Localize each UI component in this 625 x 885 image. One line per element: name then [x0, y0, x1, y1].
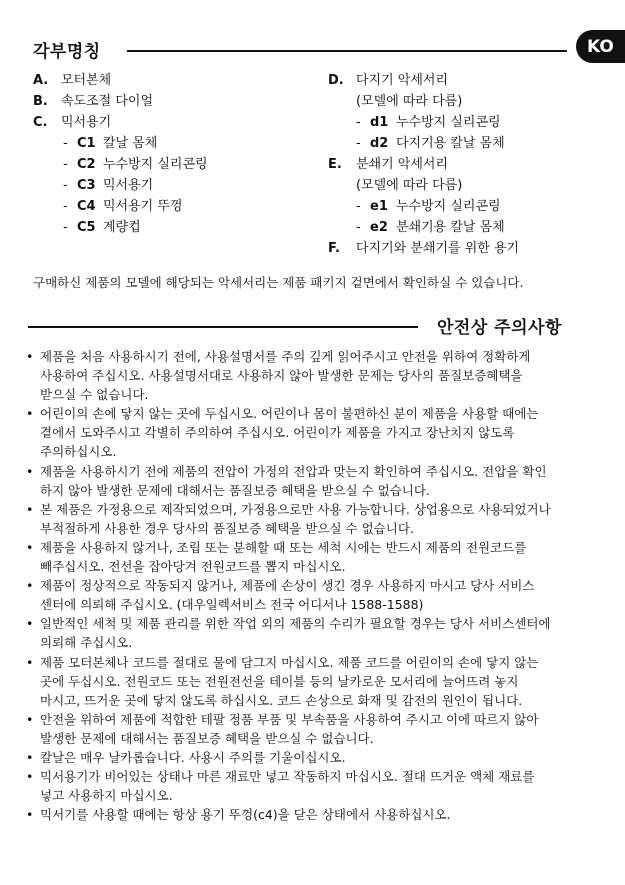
section-divider	[127, 50, 567, 52]
subpart-item: - C1 칼날 몸체	[63, 133, 157, 154]
part-item	[33, 112, 111, 133]
list-item: • 칼날은 매우 날카롭습니다. 사용시 주의를 기울이십시오.	[26, 748, 586, 767]
part-item	[328, 70, 448, 91]
subpart-item: - e2 분쇄기용 칼날 몸체	[356, 217, 505, 238]
part-label: 모터본체	[61, 73, 112, 88]
part-key: E.	[328, 157, 342, 172]
subpart-key: d2	[370, 136, 389, 151]
subpart-key: e1	[370, 199, 388, 214]
part-note: (모델에 따라 다름)	[356, 178, 463, 193]
list-item: • 제품을 사용하지 않거나, 조립 또는 분해할 때 또는 세척 시에는 반드시 제품의 전원코드를 빼주십시오. 전선을 잡아당겨 전원코드를 뽑지 마십시오.	[26, 538, 586, 576]
subpart-key: d1	[370, 115, 389, 130]
subpart-item: - C4 믹서용기 뚜껑	[63, 196, 182, 217]
subpart-key: e2	[370, 220, 388, 235]
list-item: • 믹서기를 사용할 때에는 항상 용기 뚜껑(c4)을 닫은 상태에서 사용하십시오.	[26, 805, 586, 824]
part-item	[328, 238, 519, 259]
list-item: • 제품이 정상적으로 작동되지 않거나, 제품에 손상이 생긴 경우 사용하지 마시고 당사 서비스 센터에 의뢰해 주십시오. (대우일렉서비스 전국 어디서나 1588-1588)	[26, 576, 586, 614]
part-key: C.	[33, 115, 48, 130]
subpart-label: 누수방지 실리콘링	[396, 115, 501, 130]
list-item: • 어린이의 손에 닿지 않는 곳에 두십시오. 어린이나 몸이 불편하신 분이 제품을 사용할 때에는 곁에서 도와주시고 각별히 주의하여 주십시오. 어린이가 제품을 가지고 장난치지 않도록 주의하십시오.	[26, 404, 586, 461]
list-item: • 본 제품은 가정용으로 제작되었으며, 가정용으로만 사용 가능합니다. 상업용으로 사용되었거나 부적절하게 사용한 경우 당사의 품질보증 혜택을 받으실 수 없습니다.	[26, 500, 586, 538]
subpart-item: - C2 누수방지 실리콘링	[63, 154, 208, 175]
part-key: A.	[33, 73, 49, 88]
subpart-label: 칼날 몸체	[103, 136, 158, 151]
subpart-label: 믹서용기 뚜껑	[103, 199, 183, 214]
subpart-item: - e1 누수방지 실리콘링	[356, 196, 501, 217]
subpart-key: C2	[77, 157, 96, 172]
part-item	[33, 91, 153, 112]
subpart-label: 누수방지 실리콘링	[396, 199, 501, 214]
list-item: • 일반적인 세척 및 제품 관리를 위한 작업 외의 제품의 수리가 필요할 경우는 당사 서비스센터에 의뢰해 주십시오.	[26, 614, 586, 652]
safety-list	[26, 347, 586, 824]
subpart-item: - d2 다지기용 칼날 몸체	[356, 133, 505, 154]
section-title-safety: 안전상 주의사항	[437, 318, 562, 338]
subpart-item: - C5 계량컵	[63, 217, 141, 238]
section-divider	[28, 326, 418, 328]
subpart-key: C3	[77, 178, 96, 193]
list-item: • 제품을 사용하시기 전에 제품의 전압이 가정의 전압과 맞는지 확인하여 주십시오. 전압을 확인 하지 않아 발생한 문제에 대해서는 품질보증 혜택을 받으실 수 없습니다.	[26, 462, 586, 500]
part-label: 다지기 악세서리	[356, 73, 449, 88]
subpart-item: - C3 믹서용기	[63, 175, 153, 196]
subpart-key: C4	[77, 199, 96, 214]
part-label: 다지기와 분쇄기를 위한 용기	[356, 241, 520, 256]
part-key: B.	[33, 94, 48, 109]
subpart-key: C1	[77, 136, 96, 151]
part-label: 분쇄기 악세서리	[356, 157, 449, 172]
subpart-label: 다지기용 칼날 몸체	[396, 136, 505, 151]
list-item: • 안전을 위하여 제품에 적합한 테팔 정품 부품 및 부속품을 사용하여 주시고 이에 따르지 않아 발생한 문제에 대해서는 품질보증 혜택을 받으실 수 없습니다.	[26, 710, 586, 748]
subpart-label: 계량컵	[103, 220, 141, 235]
subpart-key: C5	[77, 220, 96, 235]
list-item: • 믹서용기가 비어있는 상태나 마른 재료만 넣고 작동하지 마십시오. 절대 뜨거운 액체 재료를 넣고 사용하지 마십시오.	[26, 767, 586, 805]
section-title-parts: 각부명칭	[33, 42, 101, 62]
subpart-label: 누수방지 실리콘링	[103, 157, 208, 172]
part-key: D.	[328, 73, 344, 88]
subpart-label: 믹서용기	[103, 178, 154, 193]
subpart-item: - d1 누수방지 실리콘링	[356, 112, 501, 133]
part-label: 속도조절 다이얼	[61, 94, 154, 109]
list-item: • 제품 모터본체나 코드를 절대로 물에 담그지 마십시오. 제품 코드를 어린이의 손에 닿지 않는 곳에 두십시오. 전원코드 또는 전원전선을 테이블 등의 날카로운 모서리에 늘어뜨려 놓지 마시고, 뜨거운 곳에 닿지 않도록 하십시오. 코드 손상으로 화재 및 감전의 원인이 됩니다.	[26, 653, 586, 710]
part-note: (모델에 따라 다름)	[356, 94, 463, 109]
list-item: • 제품을 처음 사용하시기 전에, 사용설명서를 주의 깊게 읽어주시고 안전을 위하여 정확하게 사용하여 주십시오. 사용설명서대로 사용하지 않아 발생한 문제는 당사의 품질보증혜택을 받으실 수 없습니다.	[26, 347, 586, 404]
part-item	[33, 70, 111, 91]
purchase-note: 구매하신 제품의 모델에 해당되는 악세서리는 제품 패키지 겉면에서 확인하실 수 있습니다.	[33, 275, 524, 290]
part-label: 믹서용기	[61, 115, 112, 130]
part-item	[328, 154, 448, 175]
language-badge: KO	[576, 30, 625, 63]
part-key: F.	[328, 241, 340, 256]
subpart-label: 분쇄기용 칼날 몸체	[396, 220, 505, 235]
